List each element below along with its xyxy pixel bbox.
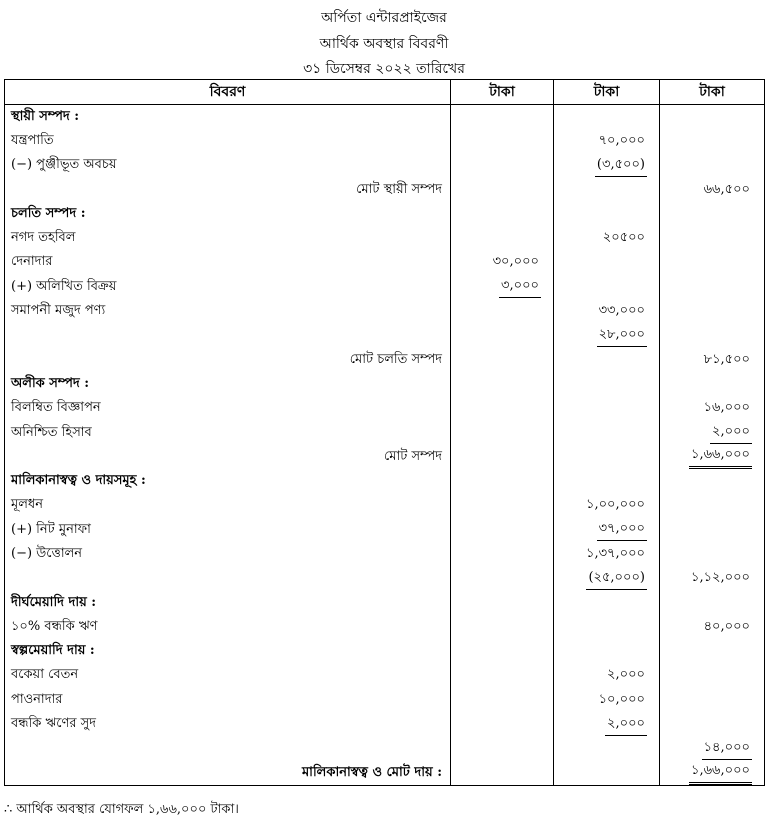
amount-cell-2 (554, 348, 660, 372)
amount-value: ৪০,০০০ (703, 618, 750, 634)
amount-cell-2 (554, 712, 660, 736)
amount-cell-3 (660, 251, 765, 275)
amount-value: ৬৬,৫০০ (703, 181, 750, 197)
amount-cell-2 (554, 251, 660, 275)
table-row (5, 397, 765, 421)
amount-cell-3 (660, 445, 765, 469)
row-description: স্বল্পমেয়াদি দায় : (5, 640, 451, 664)
table-row (5, 226, 765, 250)
row-description: সমাপনী মজুদ পণ্য (5, 299, 451, 323)
row-description: মোট চলতি সম্পদ (5, 348, 451, 372)
amount-cell-1 (451, 105, 554, 130)
amount-cell-2 (554, 737, 660, 761)
table-row (5, 542, 765, 566)
amount-cell-1 (451, 178, 554, 202)
amount-cell-2 (554, 761, 660, 786)
table-row (5, 445, 765, 469)
column-header-description: বিবরণ (5, 80, 451, 105)
amount-cell-2 (554, 299, 660, 323)
row-description: (−) উত্তোলন (5, 542, 451, 566)
row-description: (+) নিট মুনাফা (5, 518, 451, 542)
amount-cell-2 (554, 397, 660, 421)
amount-cell-1 (451, 421, 554, 445)
row-description: বিলম্বিত বিজ্ঞাপন (5, 397, 451, 421)
row-description: মালিকানাস্বত্ব ও দায়সমূহ : (5, 469, 451, 493)
amount-value: ৭০,০০০ (598, 132, 645, 148)
amount-cell-1 (451, 737, 554, 761)
amount-cell-3 (660, 737, 765, 761)
amount-cell-2 (554, 421, 660, 445)
amount-cell-1 (451, 324, 554, 348)
table-row (5, 494, 765, 518)
amount-cell-2 (554, 202, 660, 226)
amount-cell-1 (451, 129, 554, 153)
amount-cell-3 (660, 712, 765, 736)
table-row (5, 421, 765, 445)
row-description: যন্ত্রপাতি (5, 129, 451, 153)
row-description: বকেয়া বেতন (5, 664, 451, 688)
amount-cell-2 (554, 275, 660, 299)
table-row (5, 664, 765, 688)
table-row (5, 105, 765, 130)
amount-cell-1 (451, 226, 554, 250)
row-description: স্থায়ী সম্পদ : (5, 105, 451, 130)
amount-cell-1 (451, 445, 554, 469)
amount-cell-1 (451, 688, 554, 712)
table-row (5, 712, 765, 736)
table-row (5, 275, 765, 299)
amount-cell-1 (451, 154, 554, 178)
amount-cell-1 (451, 348, 554, 372)
table-row (5, 299, 765, 323)
amount-cell-2 (554, 372, 660, 396)
row-description: মূলধন (5, 494, 451, 518)
row-description: দীর্ঘমেয়াদি দায় : (5, 591, 451, 615)
amount-cell-2 (554, 226, 660, 250)
row-description: অনিশ্চিত হিসাব (5, 421, 451, 445)
amount-cell-3 (660, 761, 765, 786)
amount-value: (৩,৫০০) (595, 155, 647, 177)
table-row (5, 469, 765, 493)
amount-cell-1 (451, 469, 554, 493)
amount-cell-2 (554, 542, 660, 566)
amount-value: ১,৩৭,০০০ (586, 545, 645, 561)
table-row (5, 591, 765, 615)
amount-cell-1 (451, 640, 554, 664)
amount-value: ৩৩,০০০ (598, 303, 645, 319)
amount-value: ২,০০০ (710, 422, 752, 444)
table-row (5, 737, 765, 761)
table-row (5, 615, 765, 639)
amount-value: ১,০০,০০০ (586, 497, 645, 513)
table-row (5, 567, 765, 591)
table-row (5, 178, 765, 202)
amount-cell-2 (554, 445, 660, 469)
row-description: ১০% বন্ধকি ঋণ (5, 615, 451, 639)
amount-cell-2 (554, 324, 660, 348)
amount-cell-3 (660, 299, 765, 323)
amount-cell-3 (660, 105, 765, 130)
amount-cell-1 (451, 494, 554, 518)
row-description: চলতি সম্পদ : (5, 202, 451, 226)
amount-cell-2 (554, 178, 660, 202)
amount-cell-2 (554, 494, 660, 518)
amount-cell-1 (451, 615, 554, 639)
amount-cell-2 (554, 518, 660, 542)
amount-cell-3 (660, 129, 765, 153)
amount-cell-3 (660, 688, 765, 712)
table-row (5, 688, 765, 712)
row-description: মালিকানাস্বত্ব ও মোট দায় : (5, 761, 451, 786)
amount-value: ৩০,০০০ (492, 254, 539, 270)
amount-cell-3 (660, 640, 765, 664)
amount-cell-1 (451, 299, 554, 323)
amount-cell-3 (660, 494, 765, 518)
table-body (5, 105, 765, 786)
column-header-amount-3: টাকা (660, 80, 765, 105)
table-row (5, 372, 765, 396)
amount-cell-1 (451, 397, 554, 421)
statement-title: আর্থিক অবস্থার বিবরণী (319, 36, 449, 52)
amount-cell-3 (660, 567, 765, 591)
table-row (5, 202, 765, 226)
amount-cell-3 (660, 421, 765, 445)
amount-cell-1 (451, 518, 554, 542)
amount-cell-1 (451, 664, 554, 688)
amount-cell-3 (660, 275, 765, 299)
amount-value: ৮১,৫০০ (703, 351, 750, 367)
amount-cell-1 (451, 712, 554, 736)
amount-value: ১৬,০০০ (703, 400, 750, 416)
amount-cell-2 (554, 129, 660, 153)
table-row (5, 348, 765, 372)
amount-cell-2 (554, 688, 660, 712)
amount-cell-3 (660, 397, 765, 421)
amount-cell-2 (554, 640, 660, 664)
row-description: নগদ তহবিল (5, 226, 451, 250)
amount-cell-2 (554, 567, 660, 591)
amount-cell-2 (554, 154, 660, 178)
row-description: (−) পুঞ্জীভূত অবচয় (5, 154, 451, 178)
amount-value: (২৫,০০০) (586, 568, 647, 590)
amount-cell-1 (451, 542, 554, 566)
amount-value: ২,০০০ (607, 667, 645, 683)
table-row (5, 251, 765, 275)
amount-cell-3 (660, 591, 765, 615)
row-description (5, 324, 451, 348)
amount-cell-3 (660, 518, 765, 542)
amount-cell-3 (660, 154, 765, 178)
amount-cell-3 (660, 615, 765, 639)
table-row (5, 324, 765, 348)
company-name: অর্পিতা এন্টারপ্রাইজের (321, 10, 447, 26)
amount-value: ২০৫০০ (602, 230, 645, 246)
amount-cell-3 (660, 226, 765, 250)
amount-cell-1 (451, 202, 554, 226)
amount-value: ৩,০০০ (499, 276, 541, 298)
amount-value: ২,০০০ (605, 714, 647, 736)
amount-cell-1 (451, 761, 554, 786)
column-header-amount-1: টাকা (451, 80, 554, 105)
amount-value: ৩৭,০০০ (597, 519, 647, 541)
amount-cell-1 (451, 591, 554, 615)
amount-value: ১০,০০০ (598, 691, 645, 707)
balance-sheet-table (4, 79, 765, 786)
table-row (5, 518, 765, 542)
row-description: পাওনাদার (5, 688, 451, 712)
amount-cell-2 (554, 105, 660, 130)
amount-cell-1 (451, 275, 554, 299)
amount-cell-3 (660, 324, 765, 348)
amount-cell-1 (451, 372, 554, 396)
amount-cell-2 (554, 469, 660, 493)
amount-cell-3 (660, 542, 765, 566)
amount-value: ১,১২,০০০ (691, 570, 750, 586)
amount-cell-3 (660, 178, 765, 202)
amount-cell-1 (451, 251, 554, 275)
row-description: (+) অলিখিত বিক্রয় (5, 275, 451, 299)
row-description: দেনাদার (5, 251, 451, 275)
table-row (5, 761, 765, 786)
summary-footnote: ∴ আর্থিক অবস্থার যোগফল ১,৬৬,০০০ টাকা। (4, 802, 239, 817)
amount-cell-3 (660, 372, 765, 396)
table-row (5, 129, 765, 153)
row-description (5, 567, 451, 591)
row-description (5, 737, 451, 761)
row-description: মোট স্থায়ী সম্পদ (5, 178, 451, 202)
amount-cell-2 (554, 591, 660, 615)
amount-value: ১,৬৬,০০০ (689, 761, 752, 785)
amount-value: ১,৬৬,০০০ (689, 445, 752, 469)
table-header-row (5, 80, 765, 105)
row-description: অলীক সম্পদ : (5, 372, 451, 396)
row-description: বন্ধকি ঋণের সুদ (5, 712, 451, 736)
amount-cell-2 (554, 615, 660, 639)
row-description: মোট সম্পদ (5, 445, 451, 469)
amount-cell-3 (660, 348, 765, 372)
amount-value: ২৮,০০০ (597, 325, 647, 347)
column-header-amount-2: টাকা (554, 80, 660, 105)
amount-cell-3 (660, 202, 765, 226)
amount-cell-3 (660, 664, 765, 688)
amount-value: ১৪,০০০ (702, 738, 752, 760)
amount-cell-1 (451, 567, 554, 591)
amount-cell-3 (660, 469, 765, 493)
statement-date: ৩১ ডিসেম্বর ২০২২ তারিখের (303, 61, 465, 77)
table-row (5, 154, 765, 178)
table-row (5, 640, 765, 664)
amount-cell-2 (554, 664, 660, 688)
